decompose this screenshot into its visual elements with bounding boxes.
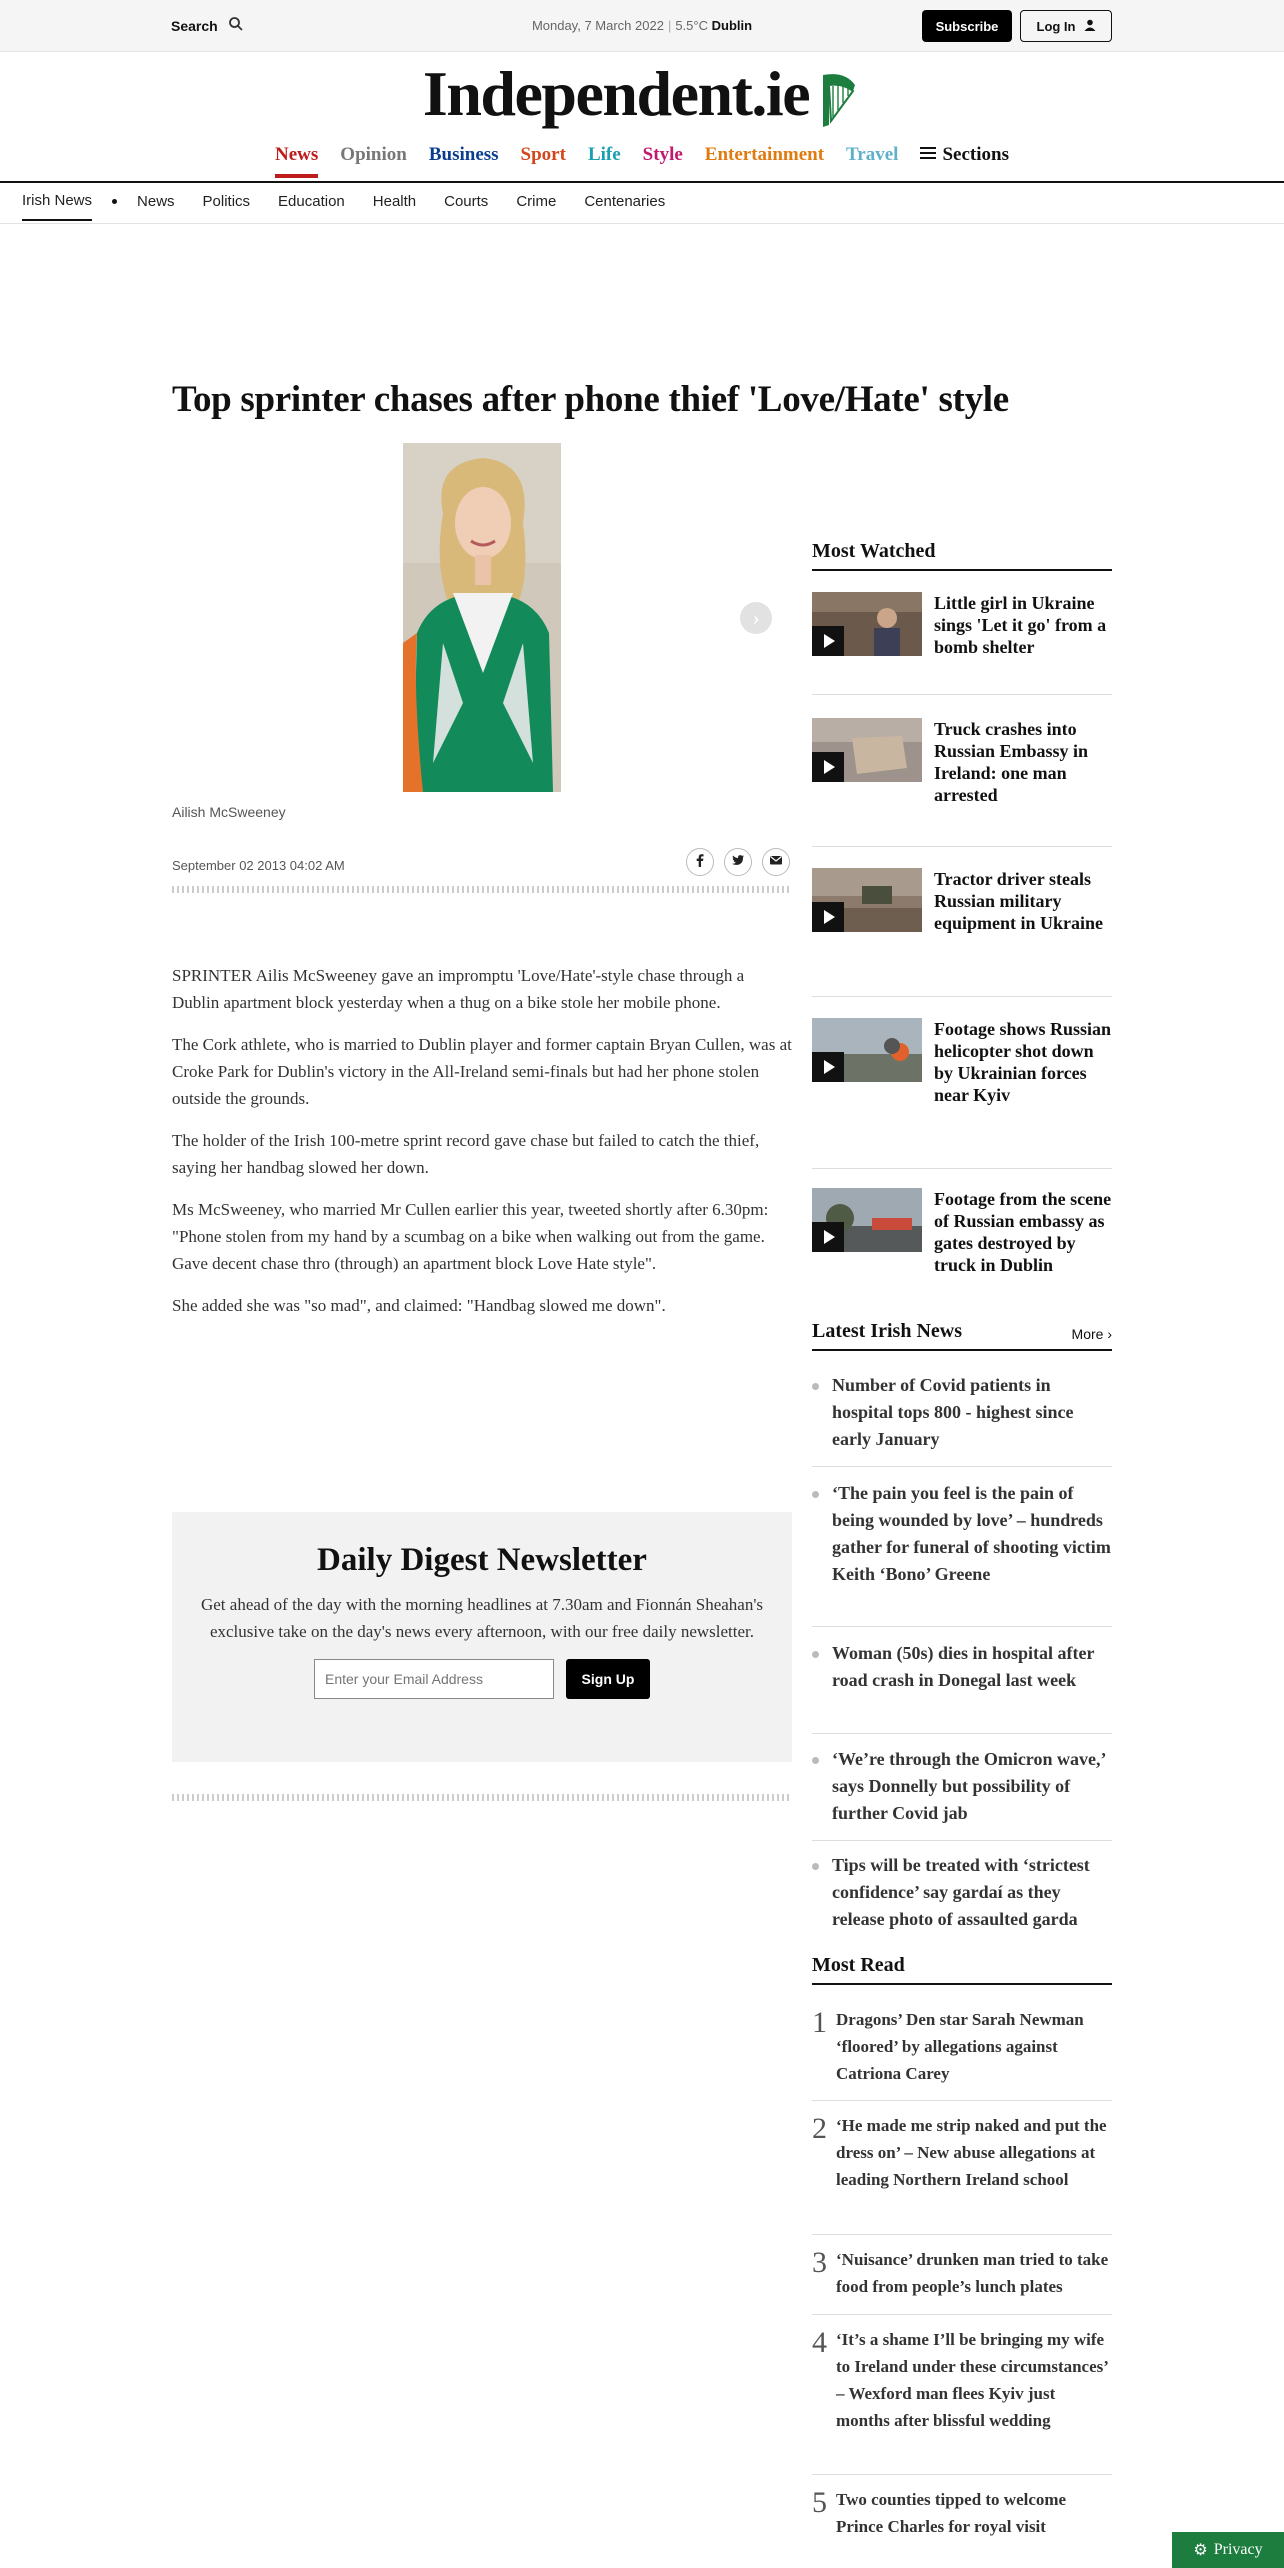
article-paragraph: Ms McSweeney, who married Mr Cullen earlier this year, tweeted shortly after 6.30pm: "Phone stolen from my hand by a scumbag on a bike when walking out from the game. Gave decent chase thro (through) an apartment block Love Hate style". bbox=[172, 1200, 769, 1273]
newsletter-form bbox=[172, 1659, 792, 1699]
video-title: Little girl in Ukraine sings 'Let it go' from a bomb shelter bbox=[934, 593, 1107, 657]
newsletter-title: Daily Digest Newsletter bbox=[317, 1542, 647, 1578]
most-read-title: ‘Nuisance’ drunken man tried to take food from people’s lunch plates bbox=[836, 2250, 1109, 2296]
video-item[interactable] bbox=[812, 592, 1112, 658]
article-photo bbox=[403, 443, 561, 792]
nav-business[interactable]: Business bbox=[428, 144, 499, 165]
newsletter-email-input[interactable] bbox=[314, 1659, 554, 1699]
video-thumbnail bbox=[812, 1018, 922, 1082]
nav-life[interactable]: Life bbox=[587, 144, 621, 165]
facebook-icon bbox=[693, 853, 707, 872]
play-icon bbox=[812, 626, 844, 656]
divider bbox=[812, 846, 1112, 847]
latest-news-item[interactable]: ‘We’re through the Omicron wave,’ says Donnelly but possibility of further Covid jab bbox=[812, 1746, 1112, 1827]
nav-opinion[interactable]: Opinion bbox=[340, 144, 407, 165]
latest-news-title: Latest Irish News bbox=[812, 1320, 962, 1342]
video-title: Tractor driver steals Russian military equipment in Ukraine bbox=[934, 869, 1104, 933]
article-paragraph: She added she was "so mad", and claimed: "Handbag slowed me down". bbox=[172, 1296, 666, 1315]
most-read-rank: 1 bbox=[812, 2006, 827, 2039]
email-icon bbox=[769, 853, 783, 872]
subnav-irish-news[interactable]: Irish News bbox=[22, 192, 92, 221]
subnav-health[interactable]: Health bbox=[372, 193, 417, 210]
divider bbox=[812, 2314, 1112, 2315]
divider bbox=[812, 1733, 1112, 1734]
video-thumbnail bbox=[812, 1188, 922, 1252]
subnav-education[interactable]: Education bbox=[278, 193, 345, 210]
chevron-right-icon: › bbox=[752, 605, 760, 630]
share-email-button[interactable] bbox=[762, 848, 790, 876]
newsletter-signup-button[interactable]: Sign Up bbox=[566, 1659, 650, 1699]
most-watched-heading: Most Watched bbox=[812, 540, 1112, 571]
play-icon bbox=[812, 1052, 844, 1082]
play-icon bbox=[812, 752, 844, 782]
sections-label: Sections bbox=[942, 144, 1009, 165]
divider bbox=[812, 1466, 1112, 1467]
gear-icon: ⚙ bbox=[1193, 2542, 1208, 2559]
nav-divider bbox=[0, 181, 1284, 183]
video-item[interactable] bbox=[812, 1188, 1112, 1276]
twitter-icon bbox=[731, 853, 745, 872]
subnav-separator-dot bbox=[112, 199, 117, 204]
nav-style[interactable]: Style bbox=[642, 144, 683, 165]
newsletter-description: Get ahead of the day with the morning headlines at 7.30am and Fionnán Sheahan's exclusive take on the day's news every afternoon, with our free daily newsletter. bbox=[200, 1595, 764, 1641]
article-divider bbox=[172, 886, 792, 893]
article-paragraph: SPRINTER Ailis McSweeney gave an impromptu 'Love/Hate'-style chase through a Dublin apartment block yesterday when a thug on a bike stole her mobile phone. bbox=[172, 966, 745, 1012]
latest-news-section bbox=[812, 1320, 1112, 1351]
nav-travel[interactable]: Travel bbox=[846, 144, 899, 165]
user-icon bbox=[1084, 19, 1096, 34]
privacy-label: Privacy bbox=[1213, 2541, 1263, 2558]
login-label: Log In bbox=[1036, 18, 1076, 34]
photo-caption: Ailish McSweeney bbox=[172, 804, 286, 820]
latest-news-more-link[interactable]: More › bbox=[1071, 1326, 1112, 1342]
weather-temp: 5.5°C bbox=[675, 18, 708, 33]
newsletter-divider bbox=[172, 1794, 792, 1801]
most-read-item[interactable] bbox=[812, 2246, 1112, 2300]
nav-sections[interactable] bbox=[920, 144, 1009, 178]
most-read-heading: Most Read bbox=[812, 1954, 1112, 1985]
article-date: September 02 2013 04:02 AM bbox=[172, 858, 345, 873]
most-read-item[interactable] bbox=[812, 2112, 1112, 2193]
nav-news[interactable]: News bbox=[275, 144, 318, 178]
share-twitter-button[interactable] bbox=[724, 848, 752, 876]
logo-text: Independent.ie bbox=[422, 58, 810, 129]
search-label: Search bbox=[171, 17, 218, 34]
most-read-title: Two counties tipped to welcome Prince Charles for royal visit bbox=[836, 2490, 1067, 2536]
latest-news-heading bbox=[812, 1320, 1112, 1351]
most-read-title: ‘It’s a shame I’ll be bringing my wife to Ireland under these circumstances’ – Wexford man flees Kyiv just months after blissful wedding bbox=[836, 2330, 1108, 2430]
subnav-courts[interactable]: Courts bbox=[444, 193, 489, 210]
play-icon bbox=[812, 902, 844, 932]
subnav-crime[interactable]: Crime bbox=[516, 193, 557, 210]
article-paragraph: The Cork athlete, who is married to Dublin player and former captain Bryan Cullen, was at Croke Park for Dublin's victory in the All-Ireland semi-finals but had her phone stolen outside the grounds. bbox=[172, 1035, 792, 1108]
latest-news-item[interactable]: Woman (50s) dies in hospital after road crash in Donegal last week bbox=[812, 1640, 1112, 1694]
latest-news-item[interactable]: Number of Covid patients in hospital tops 800 - highest since early January bbox=[812, 1372, 1112, 1453]
article-headline: Top sprinter chases after phone thief 'Love/Hate' style bbox=[172, 379, 1009, 420]
video-thumbnail bbox=[812, 592, 922, 656]
video-title: Truck crashes into Russian Embassy in Ireland: one man arrested bbox=[934, 719, 1089, 805]
most-read-title: ‘He made me strip naked and put the dress on’ – New abuse allegations at leading Northern Ireland school bbox=[836, 2116, 1107, 2189]
video-title: Footage from the scene of Russian embassy as gates destroyed by truck in Dublin bbox=[934, 1189, 1112, 1275]
divider bbox=[812, 694, 1112, 695]
divider bbox=[812, 2100, 1112, 2101]
top-utility-bar bbox=[0, 0, 1284, 52]
nav-sport[interactable]: Sport bbox=[520, 144, 566, 165]
subnav-news[interactable]: News bbox=[137, 193, 175, 210]
video-thumbnail bbox=[812, 868, 922, 932]
most-read-item[interactable] bbox=[812, 2486, 1112, 2540]
harp-icon bbox=[815, 71, 861, 129]
divider bbox=[812, 2474, 1112, 2475]
most-read-rank: 5 bbox=[812, 2486, 827, 2519]
divider bbox=[812, 996, 1112, 997]
login-button[interactable] bbox=[1020, 10, 1112, 42]
video-title: Footage shows Russian helicopter shot down by Ukrainian forces near Kyiv bbox=[934, 1019, 1112, 1105]
article-paragraph: The holder of the Irish 100-metre sprint record gave chase but failed to catch the thief, saying her handbag slowed her down. bbox=[172, 1131, 760, 1177]
subnav-politics[interactable]: Politics bbox=[202, 193, 251, 210]
most-read-section bbox=[812, 1954, 1112, 1985]
latest-news-item[interactable]: Tips will be treated with ‘strictest confidence’ say gardaí as they release photo of assaulted garda bbox=[812, 1852, 1112, 1933]
most-read-rank: 4 bbox=[812, 2326, 827, 2359]
divider bbox=[812, 2234, 1112, 2235]
nav-entertainment[interactable]: Entertainment bbox=[704, 144, 825, 165]
divider bbox=[812, 1168, 1112, 1169]
newsletter-signup bbox=[172, 1512, 792, 1762]
share-facebook-button[interactable] bbox=[686, 848, 714, 876]
video-item[interactable] bbox=[812, 1018, 1112, 1106]
privacy-settings-button[interactable] bbox=[1172, 2532, 1284, 2568]
date-weather: Monday, 7 March 2022 | 5.5°C Dublin bbox=[531, 18, 753, 33]
play-icon bbox=[812, 1222, 844, 1252]
current-date: Monday, 7 March 2022 bbox=[531, 18, 664, 33]
weather-city: Dublin bbox=[711, 18, 753, 33]
most-watched-section bbox=[812, 540, 1112, 571]
latest-news-item[interactable]: ‘The pain you feel is the pain of being wounded by love’ – hundreds gather for funeral of shooting victim Keith ‘Bono’ Greene bbox=[812, 1480, 1112, 1588]
main-navigation bbox=[0, 144, 1284, 178]
video-thumbnail bbox=[812, 718, 922, 782]
most-read-item[interactable] bbox=[812, 2006, 1112, 2087]
subscribe-button[interactable]: Subscribe bbox=[922, 10, 1012, 42]
subnav-divider bbox=[0, 223, 1284, 224]
divider bbox=[812, 1626, 1112, 1627]
most-read-item[interactable] bbox=[812, 2326, 1112, 2434]
site-logo[interactable] bbox=[0, 58, 1284, 130]
most-read-rank: 2 bbox=[812, 2112, 827, 2145]
menu-icon bbox=[920, 147, 936, 159]
video-item[interactable] bbox=[812, 868, 1112, 934]
subnav-centenaries[interactable]: Centenaries bbox=[584, 193, 666, 210]
article-body bbox=[172, 962, 794, 1334]
gallery-next-button[interactable] bbox=[740, 602, 772, 634]
video-item[interactable] bbox=[812, 718, 1112, 806]
most-read-rank: 3 bbox=[812, 2246, 827, 2279]
most-read-title: Dragons’ Den star Sarah Newman ‘floored’ by allegations against Catriona Carey bbox=[836, 2010, 1084, 2083]
divider bbox=[812, 1840, 1112, 1841]
sub-navigation bbox=[22, 192, 693, 221]
